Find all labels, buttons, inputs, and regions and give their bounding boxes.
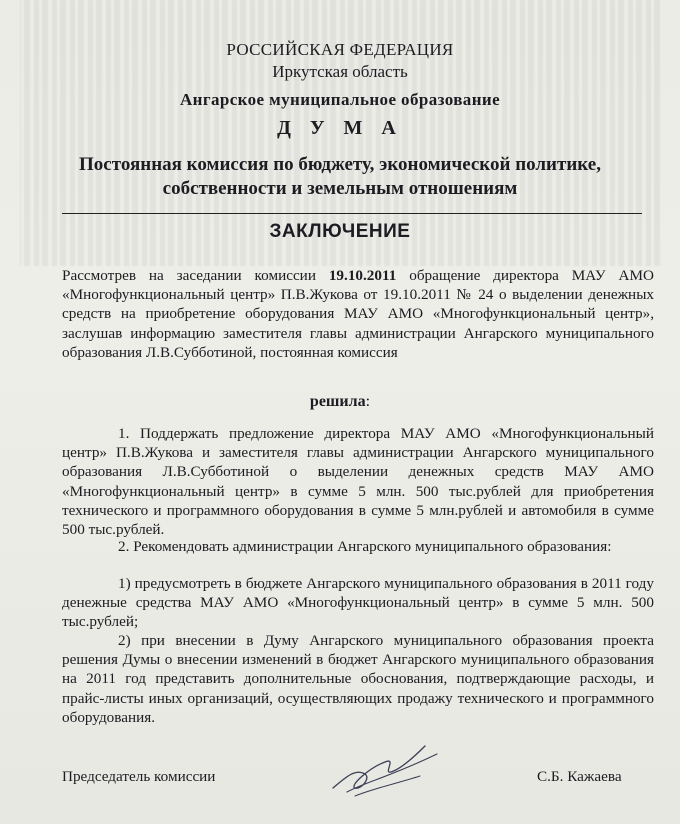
handwritten-signature [325, 738, 445, 800]
header-divider [62, 213, 642, 214]
decided-colon: : [365, 393, 371, 410]
signature-name: С.Б. Кажаева [537, 768, 622, 785]
header-municipality: Ангарское муниципальное образование [179, 90, 501, 109]
item-2-subitem-2: 2) при внесении в Думу Ангарского муниципального образования проекта решения Думы о внесении изменений в бюджет Ангарского муниципального образования на 2011 год представить дополнительные обоснования, подтверждающие расходы, и прайс-листы иных организаций, осуществляющих продажу технического и программного оборудования. [62, 632, 654, 726]
decided-heading [0, 393, 680, 411]
item-2: 2. Рекомендовать администрации Ангарского муниципального образования: [118, 538, 612, 555]
intro-paragraph [62, 266, 654, 362]
header-country: РОССИЙСКАЯ ФЕДЕРАЦИЯ [226, 40, 454, 59]
decided-word: решила [309, 393, 366, 410]
header-duma: Д У М А [277, 117, 403, 139]
document-title: ЗАКЛЮЧЕНИЕ [269, 221, 411, 242]
header-commission: Постоянная комиссия по бюджету, экономической политике, собственности и земельным отношениям [79, 154, 601, 199]
signature-position: Председатель комиссии [62, 768, 216, 785]
intro-text-start: Рассмотрев на заседании комиссии [62, 267, 329, 284]
intro-text-end: обращение директора МАУ АМО «Многофункциональный центр» П.В.Жукова от 19.10.2011 № 24 о выделении денежных средств на приобретение оборудования МАУ АМО «Многофункциональный центр», заслушав информацию заместителя главы администрации Ангарского муниципального образования Л.В.Субботиной, постоянная комиссия [62, 267, 654, 361]
item-2-subitem-1: 1) предусмотреть в бюджете Ангарского муниципального образования в 2011 году денежные средства МАУ АМО «Многофункциональный центр» в сумме 5 млн. 500 тыс.рублей; [62, 575, 654, 631]
header-region: Иркутская область [272, 62, 408, 81]
meeting-date: 19.10.2011 [328, 267, 397, 284]
item-1: 1. Поддержать предложение директора МАУ АМО «Многофункциональный центр» П.В.Жукова и заместителя главы администрации Ангарского муниципального образования Л.В.Субботиной о выделении денежных средств МАУ АМО «Многофункциональный центр» в сумме 5 млн. 500 тыс.рублей для приобретения технического и программного оборудования в сумме 5 млн.рублей и автомобиля в сумме 500 тыс.рублей. [62, 425, 654, 539]
